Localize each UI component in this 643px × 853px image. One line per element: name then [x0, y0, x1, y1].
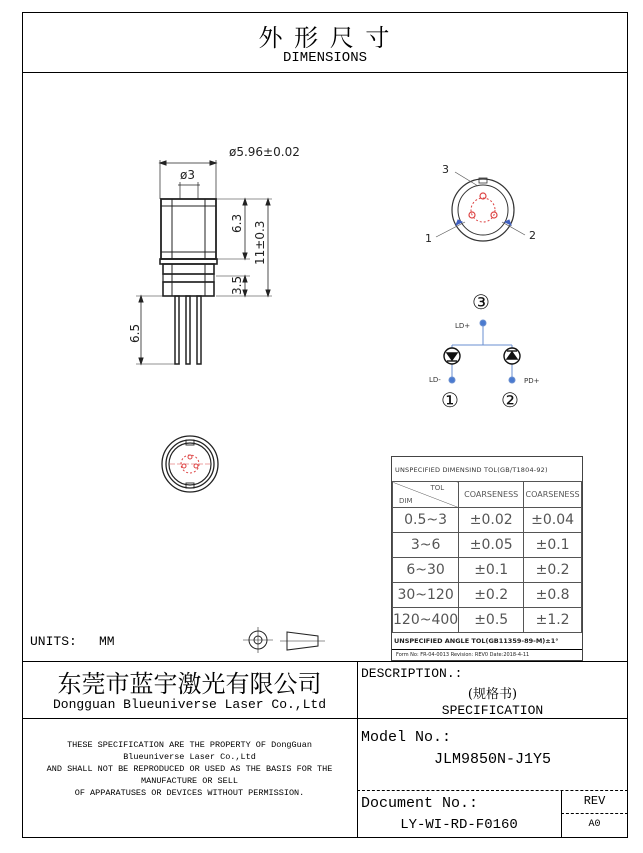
table-row: 120~400 ±0.5 ±1.2	[393, 608, 582, 633]
form-number: Form No: FR-04-0013 Revision: REV0 Date:2018-4-11	[396, 652, 530, 658]
table-row: 30~120 ±0.2 ±0.8	[393, 583, 582, 608]
pin-label-2: 2	[529, 229, 536, 242]
units-label: UNITS:	[30, 634, 77, 649]
rev-label: REV	[583, 794, 606, 808]
tolerance-title: UNSPECIFIED DIMENSIND TOL(GB/T1804-92)	[395, 466, 548, 474]
property-notice: THESE SPECIFICATION ARE THE PROPERTY OF DongGuan Blueuniverse Laser Co.,Ltd AND SHALL NOT BE REPRODUCED OR USED AS THE BASIS FOR THE MANUFACTURE OR SELL OF APPARATUSES OR DEVICES WITHOUT PERMISSION.	[46, 740, 333, 798]
pin-label-3: 3	[442, 163, 449, 176]
angle-tolerance: UNSPECIFIED ANGLE TOL(GB11359-89-M)±1°	[394, 637, 559, 645]
company-name-cn: 东莞市蓝宇激光有限公司	[57, 670, 322, 698]
header-tol: TOL	[430, 484, 445, 492]
table-row: 6~30 ±0.1 ±0.2	[393, 558, 582, 583]
document-value: LY-WI-RD-F0160	[400, 817, 518, 833]
description-en: SPECIFICATION	[441, 703, 544, 718]
side-view	[136, 160, 272, 364]
bottom-view	[162, 436, 218, 492]
dim-inner-label: ø3	[180, 168, 195, 182]
tolerance-table	[391, 456, 583, 661]
header-coarseness-1: COARSENESS	[459, 482, 524, 508]
table-row: 0.5~3 ±0.02 ±0.04	[393, 508, 582, 533]
company-name-en: Dongguan Blueuniverse Laser Co.,Ltd	[52, 697, 327, 712]
dim-base-height-label: 3.5	[230, 275, 244, 295]
units-value: MM	[99, 634, 115, 649]
circuit-ld-plus: LD+	[455, 322, 471, 330]
model-value: JLM9850N-J1Y5	[433, 751, 552, 768]
circuit-ld-minus: LD-	[429, 376, 441, 384]
description-label: DESCRIPTION.:	[361, 666, 463, 681]
pin-label-1: 1	[425, 232, 432, 245]
model-label: Model No.:	[361, 729, 452, 746]
title-cn: 外 形 尺 寸	[258, 24, 392, 52]
circuit-pd-plus: PD+	[524, 377, 540, 385]
dim-total-height-label: 11±0.3	[253, 220, 267, 265]
header-dim: DIM	[399, 497, 413, 505]
header-coarseness-2: COARSENESS	[524, 482, 582, 508]
table-row: 3~6 ±0.05 ±0.1	[393, 533, 582, 558]
projection-symbol-icon	[243, 627, 325, 653]
tolerance-grid	[392, 481, 582, 633]
rev-value: A0	[588, 819, 601, 830]
document-label: Document No.:	[361, 795, 479, 812]
circuit-node-2: ②	[501, 388, 519, 412]
dim-cap-height-label: 6.3	[230, 213, 244, 233]
dim-lead-length-label: 6.5	[128, 323, 142, 343]
description-cn: (规格书)	[467, 687, 518, 702]
title-en: DIMENSIONS	[282, 50, 367, 66]
circuit-node-1: ①	[441, 388, 459, 412]
dim-diameter-label: ø5.96±0.02	[229, 145, 300, 159]
circuit-node-3: ③	[472, 290, 490, 314]
pin-top-view	[436, 172, 525, 241]
